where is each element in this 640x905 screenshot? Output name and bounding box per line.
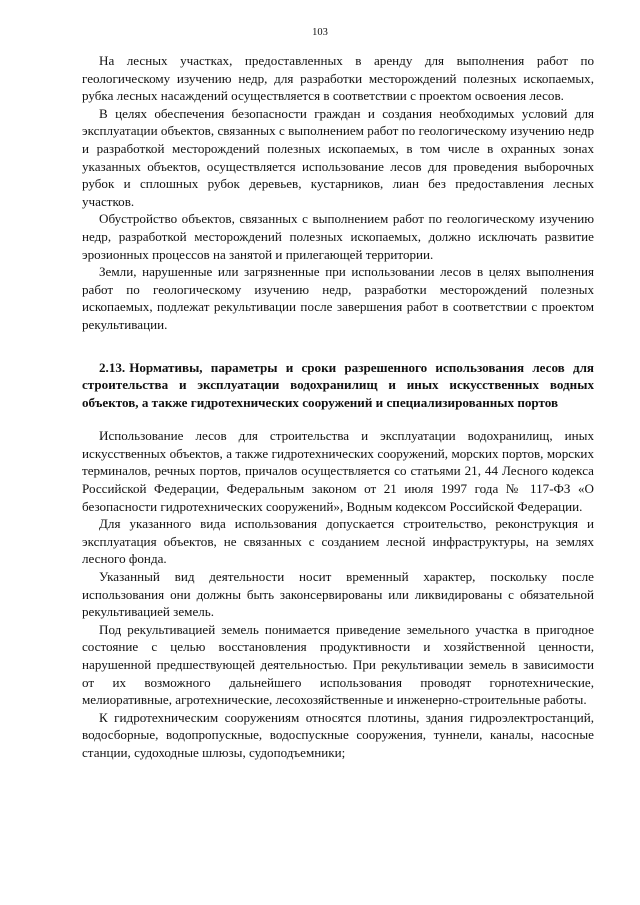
section-heading [82, 359, 594, 412]
paragraph-land-recultivation: Земли, нарушенные или загрязненные при использовании лесов в целях выполнения работ по геологическому изучению недр, разработки месторождений полезных ископаемых, подлежат рекультивации после завершения работ в соответствии с проектом рекультивации. [82, 264, 594, 332]
section-number: 2.13. [99, 359, 126, 375]
paragraph-safety-felling: В целях обеспечения безопасности граждан и создания необходимых условий для эксплуатации объектов, связанных с выполнением работ по геологическому изучению недр и разработкой месторождений полезных ископаемых, в том числе в охранных зонах указанных объектов, осуществляется использование лесов для проведения выборочных рубок и сплошных рубок деревьев, кустарников, лиан без предоставления лесных участков. [82, 105, 594, 209]
paragraph-lease-felling: На лесных участках, предоставленных в аренду для выполнения работ по геологическому изучению недр, для разработки месторождений полезных ископаемых, рубка лесных насаждений осуществляется в соответствии с проектом освоения лесов. [82, 53, 594, 104]
section-title: Нормативы, параметры и сроки разрешенного использования лесов для строительства и эксплуатации водохранилищ и иных искусственных водных объектов, а также гидротехнических сооружений и специализированных портов [82, 359, 594, 410]
paragraph-reservoir-use: Использование лесов для строительства и эксплуатации водохранилищ, иных искусственных объектов, а также гидротехнических сооружений, морских портов, морских терминалов, речных портов, причалов осуществляется со статьями 21, 44 Лесного кодекса Российской Федерации, Федеральным законом от 21 июля 1997 года № 117-ФЗ «О безопасности гидротехнических сооружений», Водным кодексом Российской Федерации. [82, 428, 594, 514]
page-content [82, 52, 594, 762]
paragraph-temporary-activity: Указанный вид деятельности носит временный характер, поскольку после использования они должны быть законсервированы или ликвидированы с обязательной рекультивацией земель. [82, 569, 594, 620]
paragraph-permitted-construction: Для указанного вида использования допускается строительство, реконструкция и эксплуатация объектов, не связанных с созданием лесной инфраструктуры, на землях лесного фонда. [82, 516, 594, 567]
paragraph-recultivation-definition: Под рекультивацией земель понимается приведение земельного участка в пригодное состояние с целью восстановления продуктивности и хозяйственной ценности, нарушенной предшествующей деятельностью. При рекультивации земель в зависимости от их возможного дальнейшего использования проводят горнотехнические, мелиоративные, агротехнические, лесохозяйственные и инженерно-строительные работы. [82, 621, 594, 708]
paragraph-erosion-prevention: Обустройство объектов, связанных с выполнением работ по геологическому изучению недр, разработкой месторождений полезных ископаемых, должно исключать развитие эрозионных процессов на занятой и прилегающей территории. [82, 211, 594, 262]
paragraph-hydrotechnical-structures: К гидротехническим сооружениям относятся плотины, здания гидроэлектростанций, водосборные, водопропускные, водоспускные сооружения, туннели, каналы, насосные станции, судоходные шлюзы, судоподъемники; [82, 709, 594, 760]
page-number: 103 [312, 27, 328, 38]
